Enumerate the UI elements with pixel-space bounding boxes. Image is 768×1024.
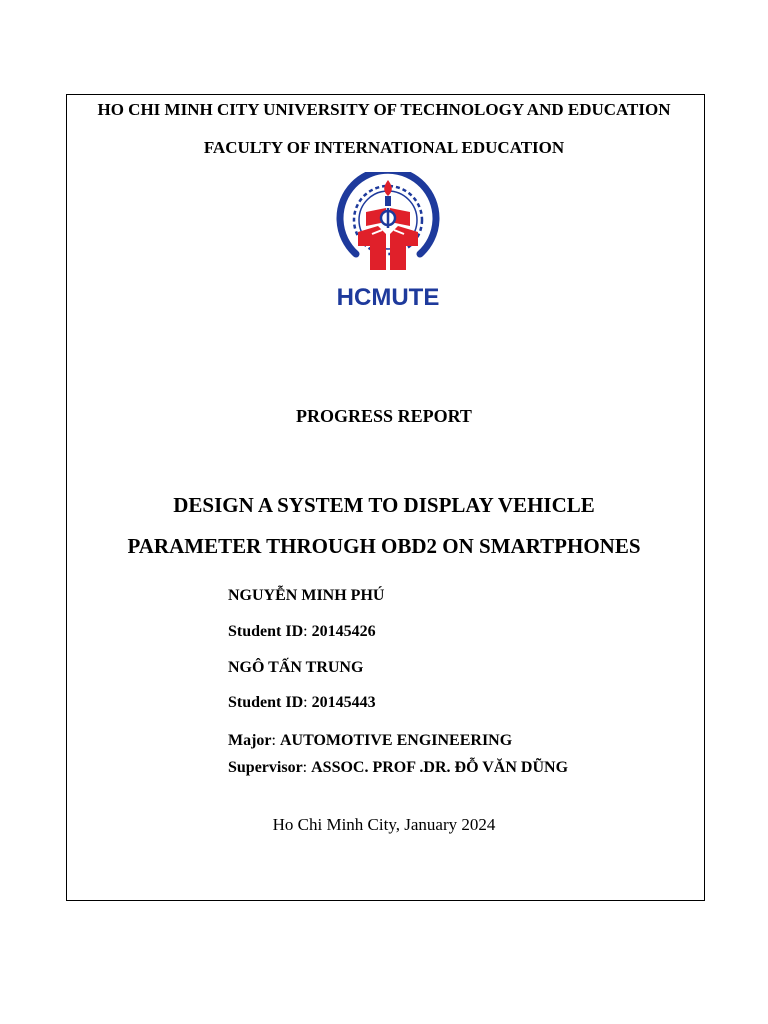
student-id-value: 20145443: [311, 694, 376, 711]
report-title-line-1: DESIGN A SYSTEM TO DISPLAY VEHICLE: [173, 493, 595, 517]
supervisor-value: ASSOC. PROF .DR. ĐỖ VĂN DŨNG: [311, 759, 569, 776]
report-title-line-2: PARAMETER THROUGH OBD2 ON SMARTPHONES: [127, 534, 641, 558]
student-1-name: NGUYỄN MINH PHÚ: [228, 587, 385, 604]
major-value: AUTOMOTIVE ENGINEERING: [279, 732, 513, 749]
student-2-name: NGÔ TẤN TRUNG: [228, 659, 364, 676]
hcmute-emblem-icon: [336, 172, 440, 282]
hcmute-logo: [336, 172, 440, 312]
logo-wordmark: HCMUTE: [336, 284, 440, 311]
student-2-id: Student ID: 20145443: [228, 694, 376, 711]
faculty-name: FACULTY OF INTERNATIONAL EDUCATION: [203, 138, 565, 157]
student-1-id: Student ID: 20145426: [228, 623, 376, 640]
major-label: Major: [228, 732, 272, 749]
student-id-value: 20145426: [311, 623, 376, 640]
place-date: Ho Chi Minh City, January 2024: [272, 815, 496, 834]
student-id-label: Student ID: [228, 694, 304, 711]
supervisor-label: Supervisor: [228, 759, 303, 776]
report-type: PROGRESS REPORT: [296, 406, 472, 426]
university-name: HO CHI MINH CITY UNIVERSITY OF TECHNOLOGY AND EDUCATION: [97, 100, 671, 119]
supervisor-line: Supervisor: ASSOC. PROF .DR. ĐỖ VĂN DŨNG: [228, 759, 569, 776]
major-line: Major: AUTOMOTIVE ENGINEERING: [228, 732, 513, 749]
student-id-label: Student ID: [228, 623, 304, 640]
